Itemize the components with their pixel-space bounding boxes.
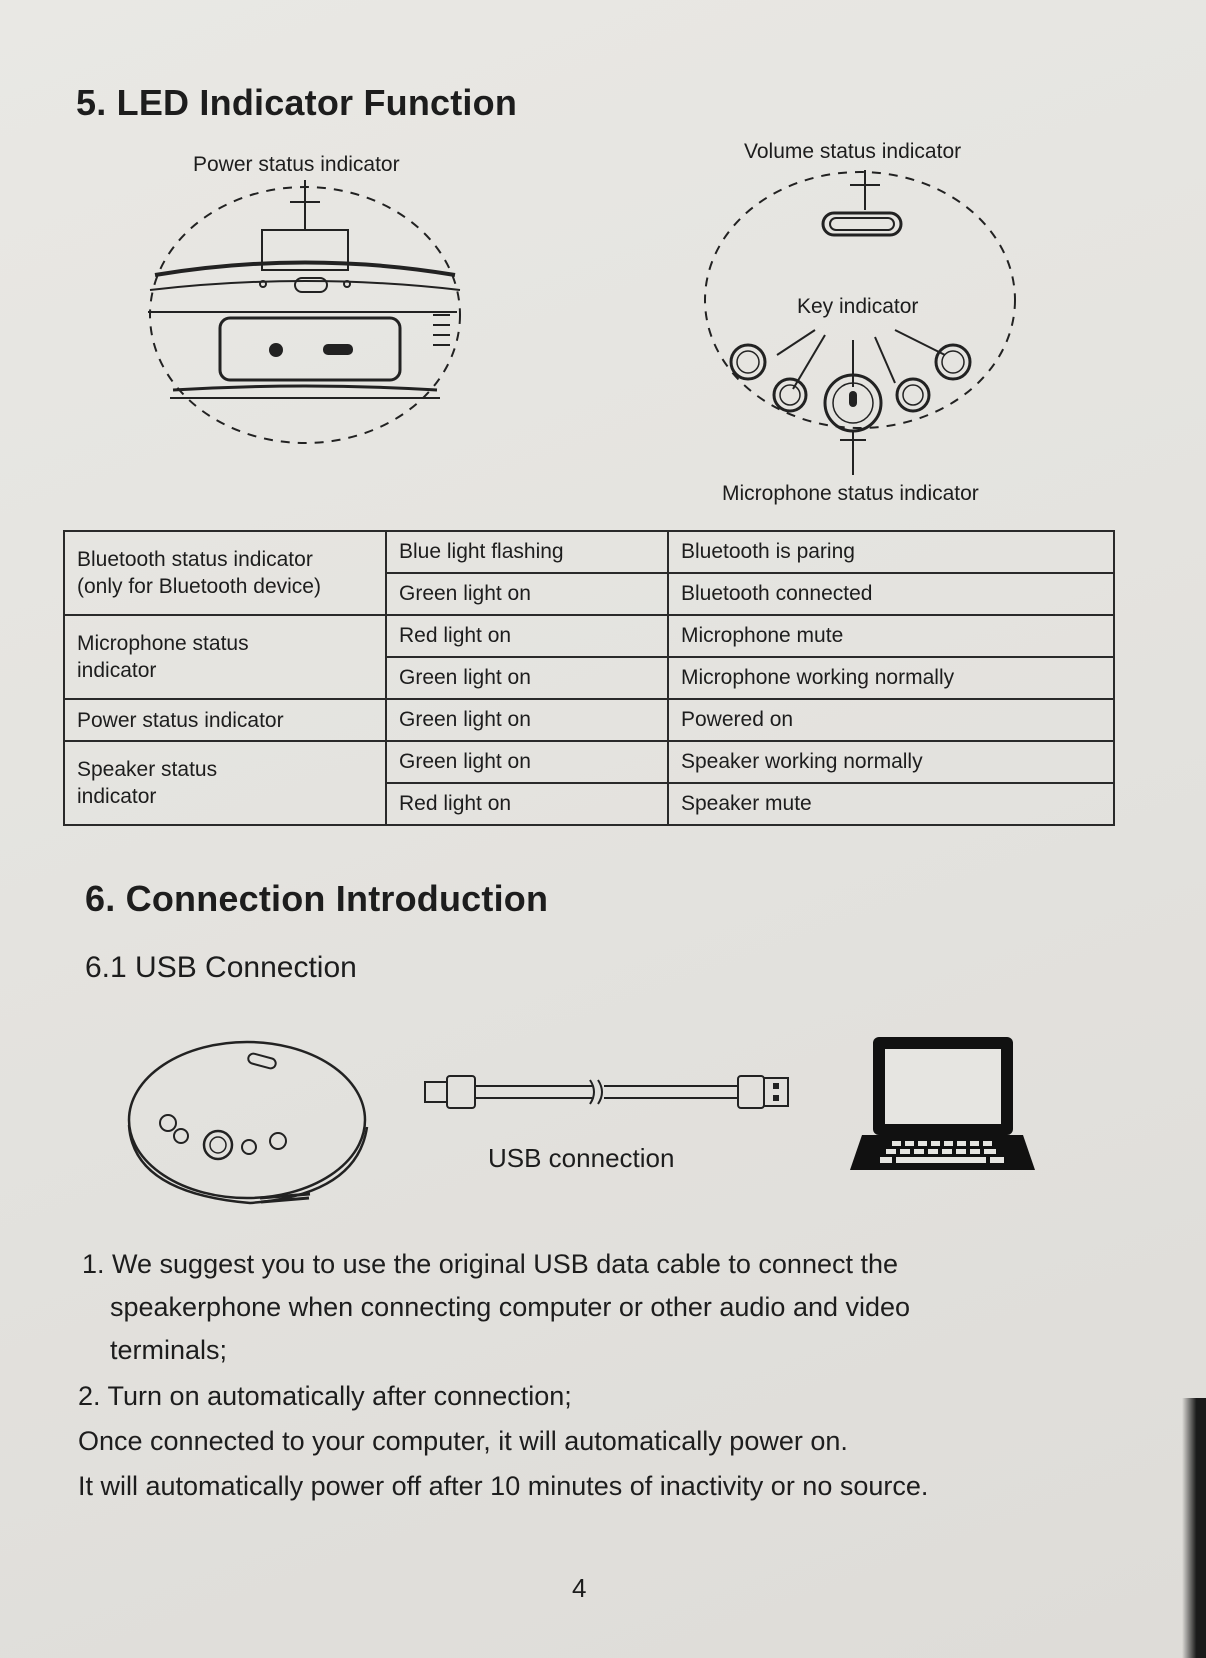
meaning-cell: Bluetooth is paring <box>668 531 1114 573</box>
table-row <box>64 531 1114 573</box>
speakerphone-top-view-illustration <box>695 165 1025 475</box>
meaning-cell: Powered on <box>668 699 1114 741</box>
light-cell: Green light on <box>386 657 668 699</box>
indicator-cell: Microphone status indicator <box>64 615 386 699</box>
indicator-cell: Bluetooth status indicator (only for Bluetooth device) <box>64 531 386 615</box>
indicator-cell: Speaker status indicator <box>64 741 386 825</box>
meaning-cell: Speaker mute <box>668 783 1114 825</box>
power-status-label: Power status indicator <box>193 153 400 176</box>
table-row <box>64 741 1114 783</box>
microphone-status-label: Microphone status indicator <box>722 482 979 505</box>
usb-cable-illustration <box>420 1068 795 1118</box>
volume-status-label: Volume status indicator <box>744 140 962 163</box>
light-cell: Green light on <box>386 741 668 783</box>
speakerphone-side-view-illustration <box>145 180 465 470</box>
light-cell: Red light on <box>386 783 668 825</box>
meaning-cell: Speaker working normally <box>668 741 1114 783</box>
meaning-cell: Bluetooth connected <box>668 573 1114 615</box>
light-cell: Green light on <box>386 699 668 741</box>
instruction-line-2: speakerphone when connecting computer or other audio and video <box>110 1292 911 1322</box>
instruction-line-1: 1. We suggest you to use the original USB data cable to connect the <box>82 1249 899 1279</box>
indicator-cell: Power status indicator <box>64 699 386 741</box>
meaning-cell: Microphone mute <box>668 615 1114 657</box>
light-cell: Green light on <box>386 573 668 615</box>
speakerphone-device-illustration <box>125 1035 370 1210</box>
light-cell: Red light on <box>386 615 668 657</box>
laptop-icon <box>850 1035 1035 1173</box>
usb-connection-caption: USB connection <box>488 1143 675 1173</box>
page-edge-shadow <box>1182 1398 1206 1658</box>
usb-connection-subtitle: 6.1 USB Connection <box>85 951 357 984</box>
key-indicator-label: Key indicator <box>797 295 919 318</box>
led-section-title: 5. LED Indicator Function <box>76 82 518 123</box>
connection-section-title: 6. Connection Introduction <box>85 878 549 919</box>
table-row <box>64 699 1114 741</box>
instruction-line-6: It will automatically power off after 10 minutes of inactivity or no source. <box>78 1471 929 1501</box>
light-cell: Blue light flashing <box>386 531 668 573</box>
led-indicator-table <box>63 530 1115 826</box>
table-row <box>64 615 1114 657</box>
page-number: 4 <box>572 1573 587 1603</box>
instruction-line-3: terminals; <box>110 1335 228 1365</box>
instruction-line-5: Once connected to your computer, it will automatically power on. <box>78 1426 848 1456</box>
instruction-line-4: 2. Turn on automatically after connection; <box>78 1381 572 1411</box>
meaning-cell: Microphone working normally <box>668 657 1114 699</box>
